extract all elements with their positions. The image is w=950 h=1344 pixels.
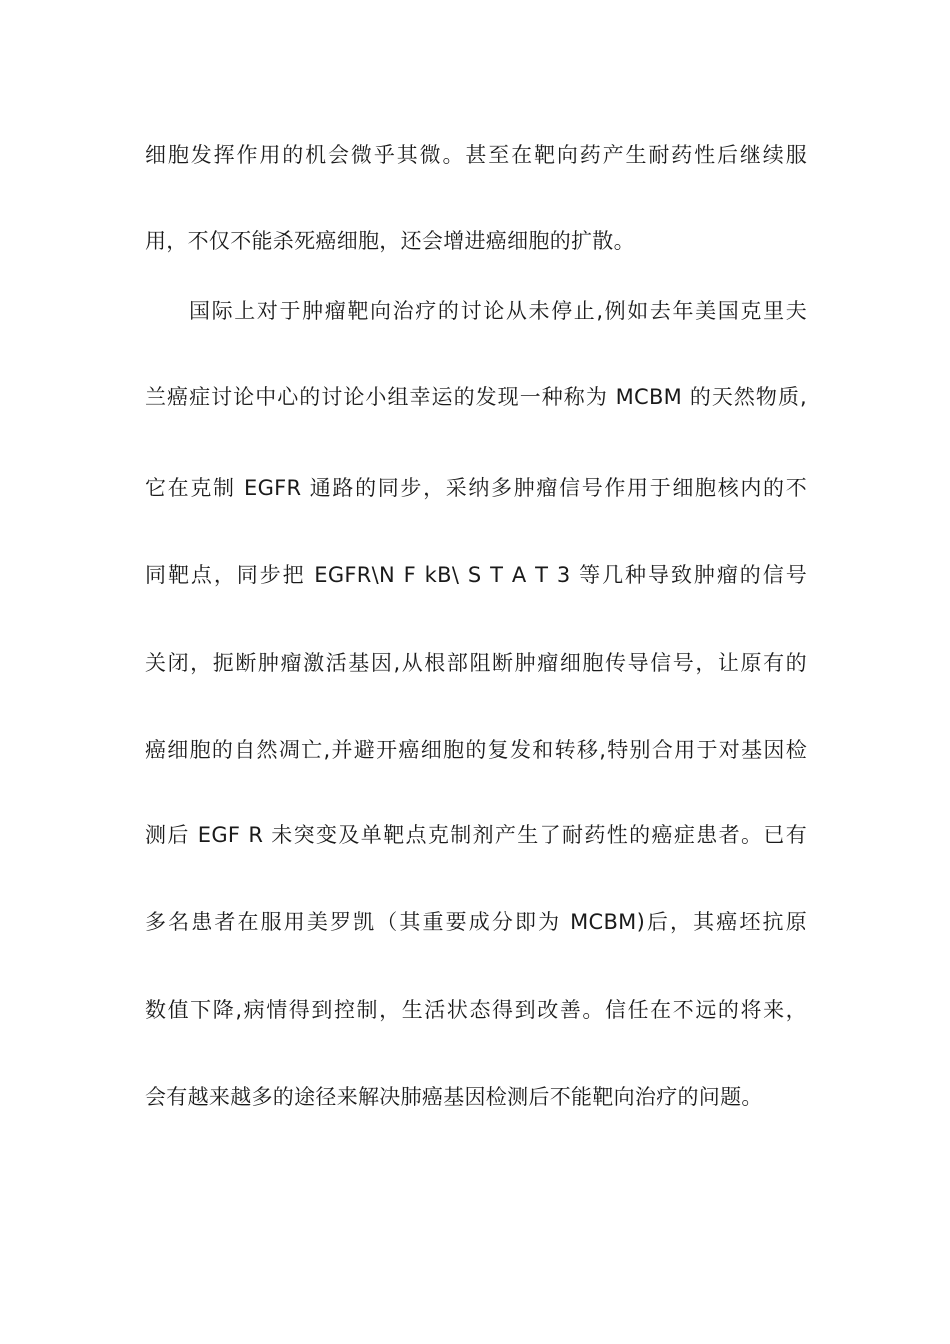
text-line: 会有越来越多的途径来解决肺癌基因检测后不能靶向治疗的问题。 [145, 1085, 763, 1109]
text-line: 它在克制 EGFR 通路的同步，采纳多肿瘤信号作用于细胞核内的不 [145, 476, 807, 500]
text-line: 兰癌症讨论中心的讨论小组幸运的发现一种称为 MCBM 的天然物质, [145, 385, 807, 409]
text-line: 关闭，扼断肿瘤激活基因,从根部阻断肿瘤细胞传导信号，让原有的 [145, 651, 807, 675]
text-line: 癌细胞的自然凋亡,并避开癌细胞的复发和转移,特别合用于对基因检 [145, 738, 807, 762]
text-line: 多名患者在服用美罗凯（其重要成分即为 MCBM)后，其癌坯抗原 [145, 910, 807, 934]
text-line: 国际上对于肿瘤靶向治疗的讨论从未停止,例如去年美国克里夫 [189, 299, 807, 323]
text-line: 同靶点，同步把 EGFR\N F kB\ S T A T 3 等几种导致肿瘤的信号 [145, 563, 807, 587]
text-line: 数值下降,病情得到控制，生活状态得到改善。信任在不远的将来， [145, 998, 807, 1022]
text-line: 细胞发挥作用的机会微乎其微。甚至在靶向药产生耐药性后继续服 [145, 143, 807, 167]
text-line: 测后 EGF R 未突变及单靶点克制剂产生了耐药性的癌症患者。已有 [145, 823, 807, 847]
text-line: 用，不仅不能杀死癌细胞，还会增进癌细胞的扩散。 [145, 229, 635, 253]
